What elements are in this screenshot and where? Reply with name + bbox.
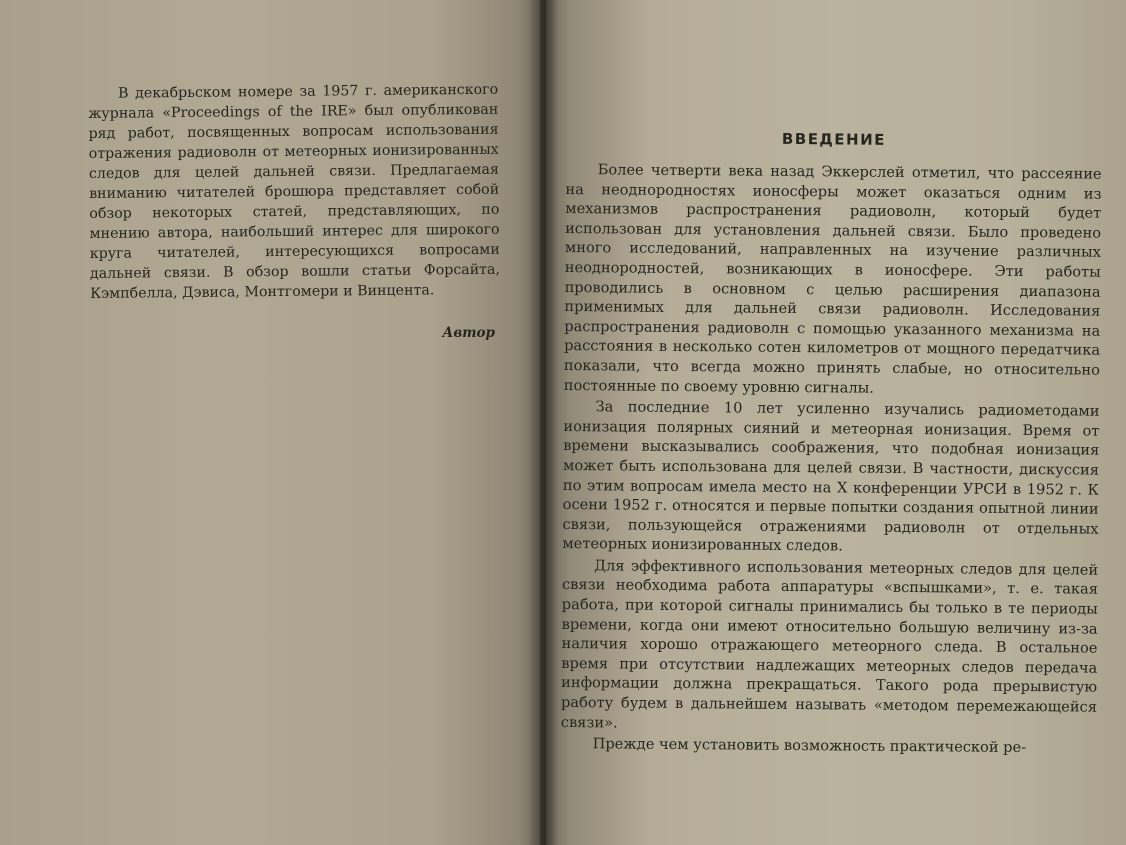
right-page bbox=[546, 0, 1126, 845]
intro-paragraph-2: За последние 10 лет усиленно изучались радиометодами ионизация полярных сияний и метеорная ионизация. Время от времени высказывались соображения, что подобная ионизация может быть использована для целей связи. В частности, дискуссия по этим вопросам имела место на X конференции УРСИ в 1952 г. К осени 1952 г. относятся и первые попытки создания опытной линии связи, пользующейся отражениями радиоволн от отдельных метеорных ионизированных следов. bbox=[562, 398, 1100, 555]
intro-paragraph-1: Более четверти века назад Эккерслей отметил, что рассеяние на неоднородностях ионосферы может оказаться одним из механизмов распространения радиоволн, который будет использован для установления дальней связи. Было проведено много исследований, направленных на изучение различных неоднородностей, возникающих в ионосфере. Эти работы проводились в основном с целью расширения диапазона применимых для дальней связи радиоволн. Исследования распространения радиоволн с помощью указанного механизма на расстояния в несколько сотен километров от мощного передатчика показали, что всегда можно принять слабые, но относительно постоянные по своему уровню сигналы. bbox=[563, 161, 1102, 397]
left-page bbox=[0, 0, 540, 845]
intro-paragraph-3: Для эффективного использования метеорных следов для целей связи необходима работа аппаратуры «вспышками», т. е. такая работа, при которой сигналы принимались бы только в те периоды времени, когда они имеют относительно большую величину из-за наличия хорошо отражающего метеорного следа. В остальное время при отсутствии надлежащих метеорных следов передача информации должна прекращаться. Такого рода прерывистую работу будем в дальнейшем называть «методом перемежающейся связи». bbox=[560, 557, 1099, 732]
preface-paragraph: В декабрьском номере за 1957 г. американского журнала «Proceedings of the IRE» был опубликован ряд работ, посвященных вопросам использования отражения радиоволн от метеорных ионизированных следов для целей дальней связи. Предлагаемая вниманию читателей брошюра представляет собой обзор некоторых статей, представляющих, по мнению автора, наибольший интерес для широкого круга читателей, интересующихся вопросами дальней связи. В обзор вошли статьи Форсайта, Кэмпбелла, Дэвиса, Монтгомери и Винцента. bbox=[88, 81, 501, 302]
section-title: ВВЕДЕНИЕ bbox=[781, 129, 887, 149]
intro-paragraph-4: Прежде чем установить возможность практической ре- bbox=[592, 735, 1027, 757]
author-signature: Автор bbox=[442, 325, 495, 341]
introduction-section bbox=[561, 128, 1102, 758]
